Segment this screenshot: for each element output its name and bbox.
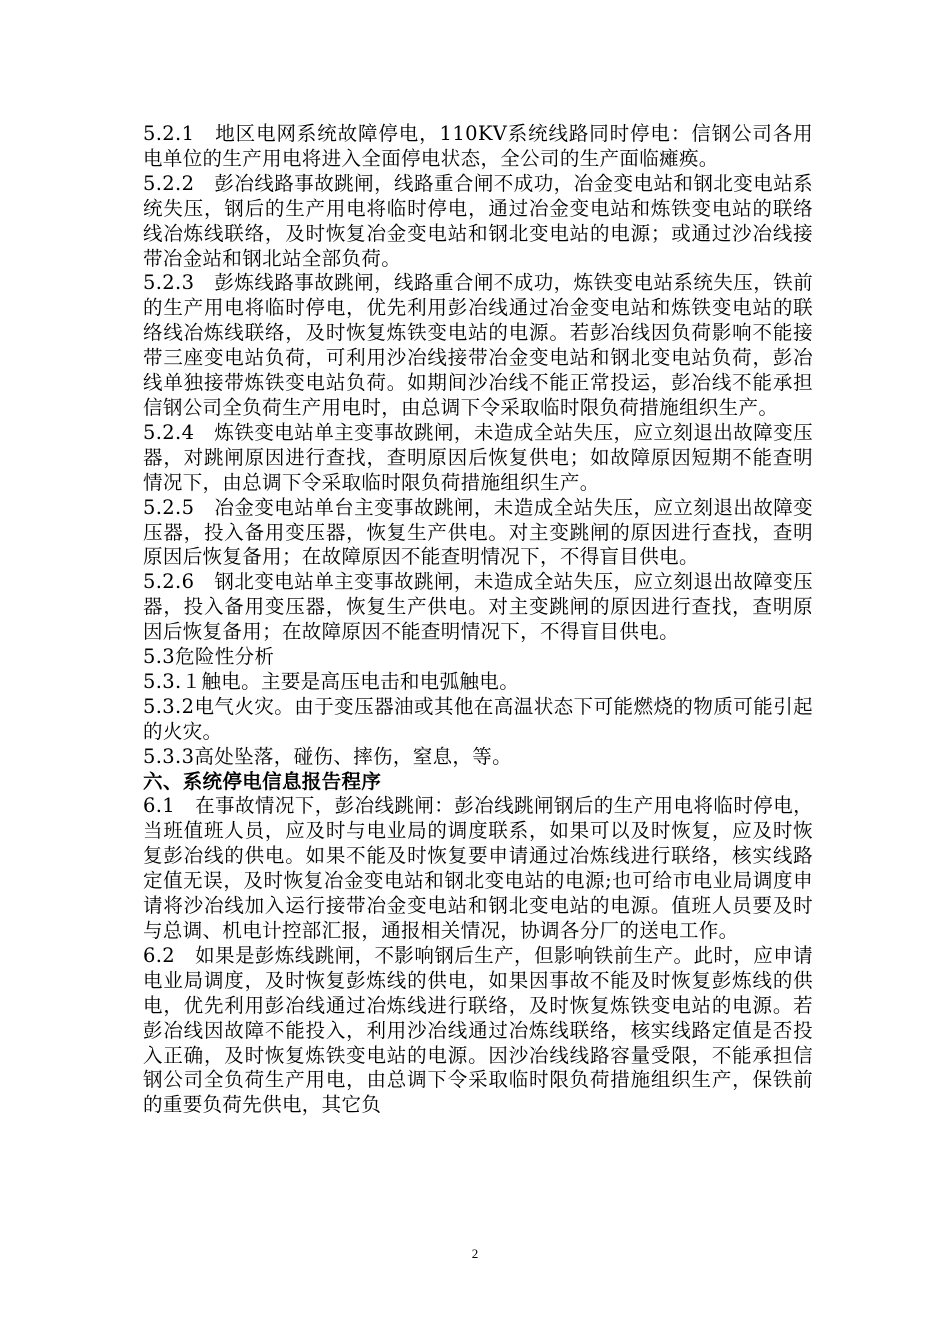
paragraph-5-2-5: 5.2.5 冶金变电站单台主变事故跳闸，未造成全站失压，应立刻退出故障变压器，投入备用变压器，恢复生产供电。对主变跳闸的原因进行查找，查明原因后恢复备用；在故障原因不能查明情况下，不得盲目供电。	[143, 495, 813, 569]
subheading-5-3: 5.3危险性分析	[143, 645, 275, 669]
paragraph-5-3-3: 5.3.3高处坠落，碰伤、摔伤，窒息，等。	[143, 744, 512, 768]
document-body	[143, 122, 813, 1118]
paragraph-5-2-4: 5.2.4 炼铁变电站单主变事故跳闸，未造成全站失压，应立刻退出故障变压器，对跳闸原因进行查找，查明原因后恢复供电；如故障原因短期不能查明情况下，由总调下令采取临时限负荷措施组织生产。	[143, 420, 813, 494]
paragraph-5-3-2: 5.3.2电气火灾。由于变压器油或其他在高温状态下可能燃烧的物质可能引起的火灾。	[143, 694, 813, 743]
paragraph-6-1: 6.1 在事故情况下，彭冶线跳闸：彭冶线跳闸钢后的生产用电将临时停电，当班值班人员，应及时与电业局的调度联系，如果可以及时恢复，应及时恢复彭冶线的供电。如果不能及时恢复要申请通过冶炼线进行联络，核实线路定值无误，及时恢复冶金变电站和钢北变电站的电源;也可给市电业局调度申请将沙冶线加入运行接带冶金变电站和钢北变电站的电源。值班人员要及时与总调、机电计控部汇报，通报相关情况，协调各分厂的送电工作。	[143, 794, 813, 942]
paragraph-5-2-2: 5.2.2 彭冶线路事故跳闸，线路重合闸不成功，冶金变电站和钢北变电站系统失压，钢后的生产用电将临时停电，通过冶金变电站和炼铁变电站的联络线冶炼线联络，及时恢复冶金变电站和钢北变电站的电源；或通过沙冶线接带冶金站和钢北站全部负荷。	[143, 171, 813, 270]
paragraph-5-2-1: 5.2.1 地区电网系统故障停电，110KV系统线路同时停电：信钢公司各用电单位的生产用电将进入全面停电状态，全公司的生产面临瘫痪。	[143, 122, 813, 170]
paragraph-5-2-3: 5.2.3 彭炼线路事故跳闸，线路重合闸不成功，炼铁变电站系统失压，铁前的生产用电将临时停电，优先利用彭冶线通过冶金变电站和炼铁变电站的联络线冶炼线联络，及时恢复炼铁变电站的电源。若彭冶线因负荷影响不能接带三座变电站负荷，可利用沙冶线接带冶金变电站和钢北变电站负荷，彭冶线单独接带炼铁变电站负荷。如期间沙冶线不能正常投运，彭冶线不能承担信钢公司全负荷生产用电时，由总调下令采取临时限负荷措施组织生产。	[143, 271, 813, 419]
paragraph-5-2-6: 5.2.6 钢北变电站单主变事故跳闸，未造成全站失压，应立刻退出故障变压器，投入备用变压器，恢复生产供电。对主变跳闸的原因进行查找，查明原因后恢复备用；在故障原因不能查明情况下，不得盲目供电。	[143, 570, 813, 644]
page-number: 2	[471, 1246, 479, 1261]
paragraph-6-2: 6.2 如果是彭炼线跳闸，不影响钢后生产，但影响铁前生产。此时，应申请电业局调度，及时恢复彭炼线的供电，如果因事故不能及时恢复彭炼线的供电，优先利用彭冶线通过冶炼线进行联络，及时恢复炼铁变电站的电源。若彭冶线因故障不能投入，利用沙冶线通过冶炼线联络，核实线路定值是否投入正确，及时恢复炼铁变电站的电源。因沙冶线线路容量受限，不能承担信钢公司全负荷生产用电，由总调下令采取临时限负荷措施组织生产，保铁前的重要负荷先供电，其它负	[143, 943, 813, 1117]
paragraph-5-3-1: 5.3.１触电。主要是高压电击和电弧触电。	[143, 669, 520, 693]
section-heading-6: 六、系统停电信息报告程序	[143, 769, 382, 793]
